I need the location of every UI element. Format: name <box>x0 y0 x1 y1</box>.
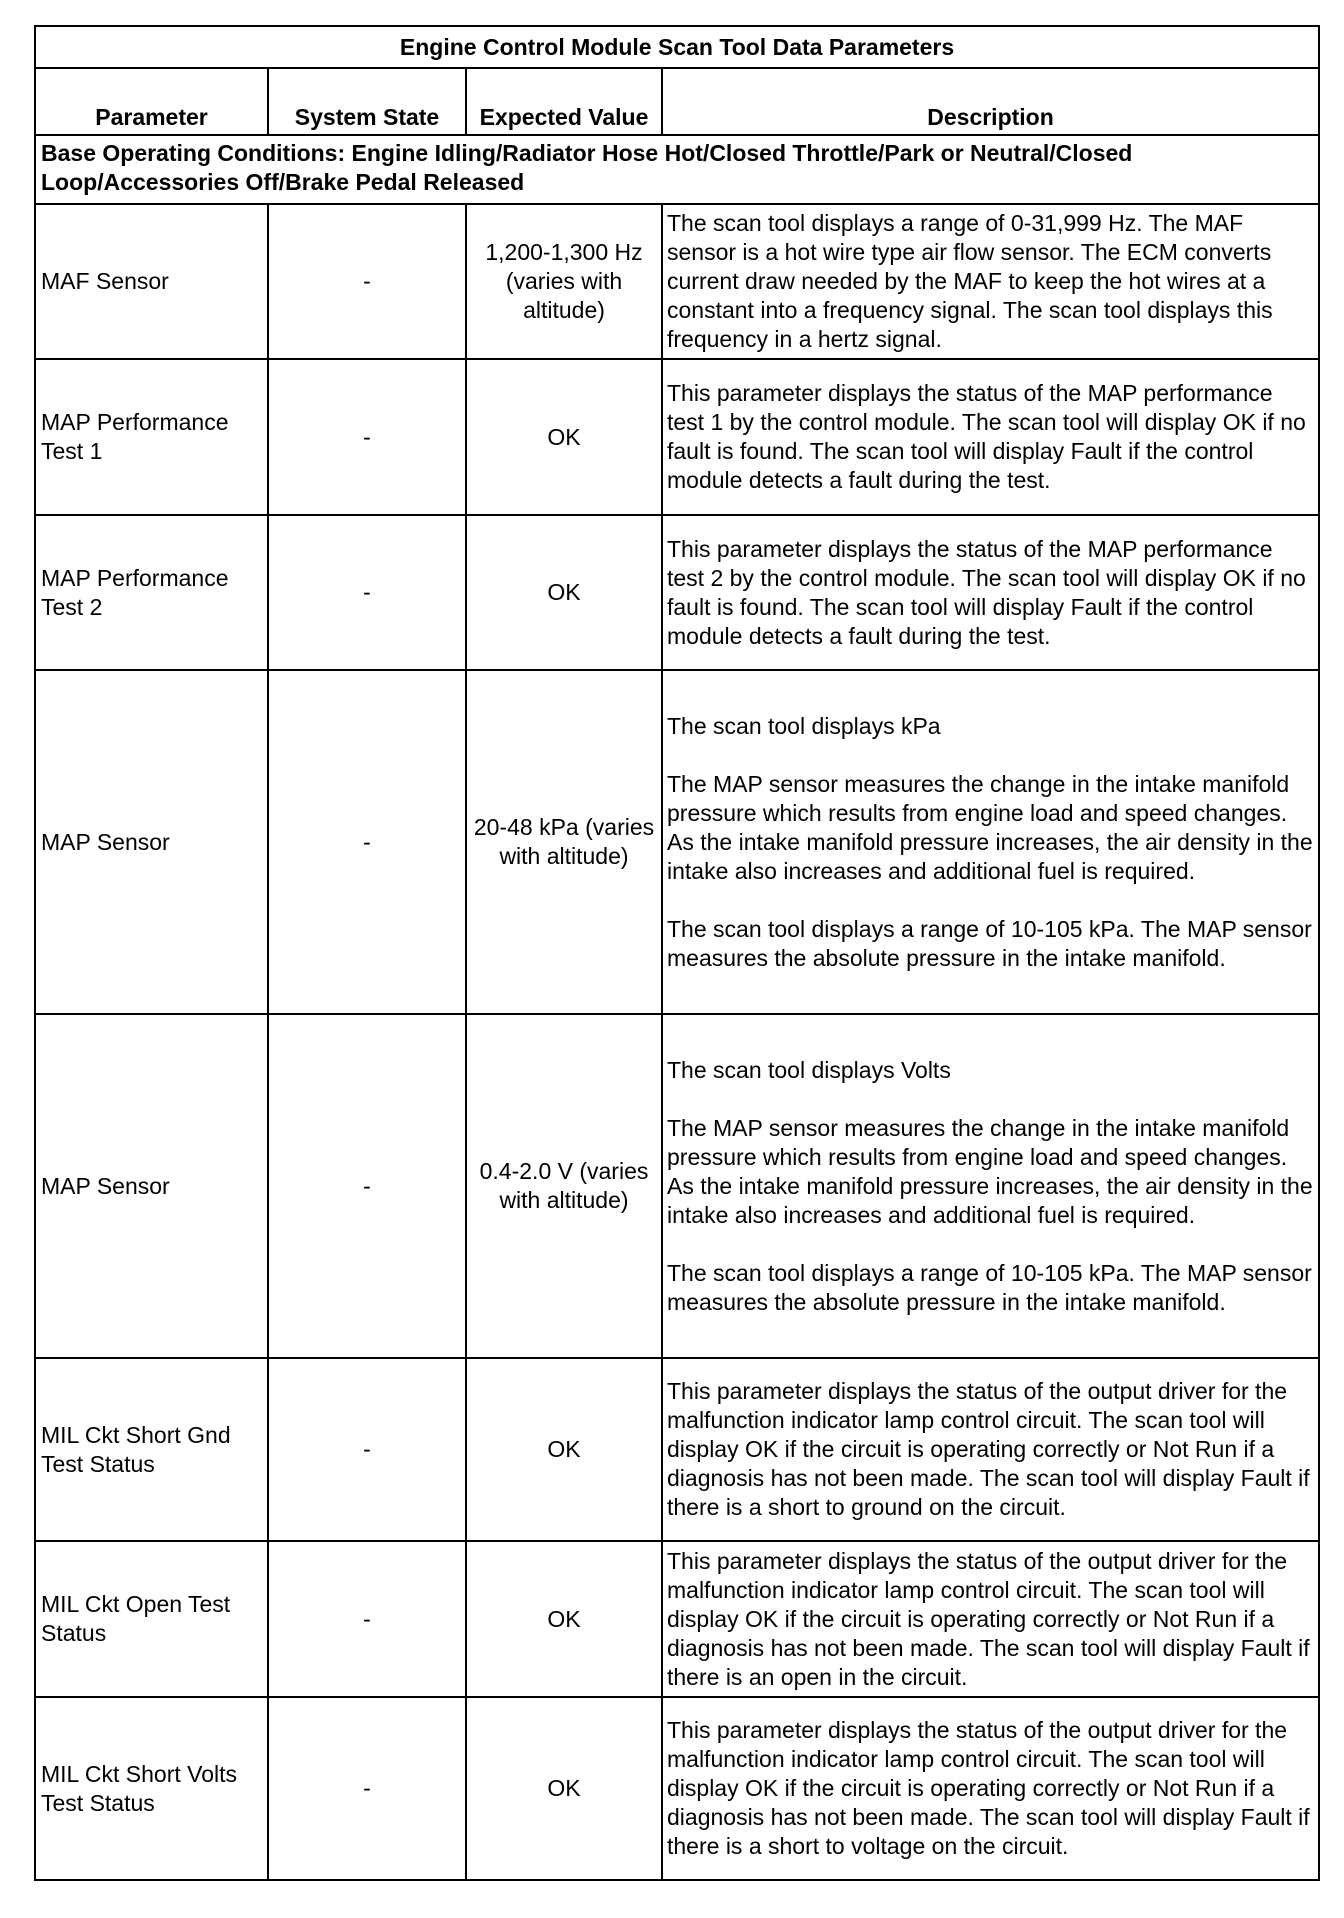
system-state-cell: - <box>268 204 466 359</box>
table-title: Engine Control Module Scan Tool Data Parameters <box>35 26 1319 68</box>
parameter-cell: MIL Ckt Open Test Status <box>35 1541 268 1697</box>
table-row <box>35 204 1319 359</box>
description-paragraph: The MAP sensor measures the change in the intake manifold pressure which results from engine load and speed changes. As the intake manifold pressure increases, the air density in the intake also increases and additional fuel is required. <box>667 770 1313 884</box>
description-paragraph: The scan tool displays a range of 10-105 kPa. The MAP sensor measures the absolute pressure in the intake manifold. <box>667 1259 1312 1315</box>
table-title-row <box>35 26 1319 68</box>
description-paragraph: This parameter displays the status of the output driver for the malfunction indicator lamp control circuit. The scan tool will display OK if the circuit is operating correctly or Not Run if a diagnosis has not been made. The scan tool will display Fault if there is an open in the circuit. <box>667 1547 1310 1690</box>
description-paragraph: This parameter displays the status of the MAP performance test 1 by the control module. The scan tool will display OK if no fault is found. The scan tool will display Fault if the control module detects a fault during the test. <box>667 380 1306 493</box>
expected-value-cell: OK <box>466 1358 662 1541</box>
table-row <box>35 1541 1319 1697</box>
scan-tool-data-table <box>34 25 1320 1881</box>
description-paragraph: The scan tool displays Volts <box>667 1056 951 1083</box>
system-state-cell: - <box>268 359 466 515</box>
description-paragraph: This parameter displays the status of the output driver for the malfunction indicator lamp control circuit. The scan tool will display OK if the circuit is operating correctly or Not Run if a diagnosis has not been made. The scan tool will display Fault if there is a short to ground on the circuit. <box>667 1378 1310 1520</box>
description-paragraph: This parameter displays the status of the output driver for the malfunction indicator lamp control circuit. The scan tool will display OK if the circuit is operating correctly or Not Run if a diagnosis has not been made. The scan tool will display Fault if there is a short to voltage on the circuit. <box>667 1717 1310 1859</box>
description-cell <box>662 1014 1319 1358</box>
description-cell <box>662 204 1319 359</box>
parameter-cell: MAF Sensor <box>35 204 268 359</box>
column-header-description: Description <box>662 68 1319 135</box>
table-row <box>35 670 1319 1014</box>
description-cell <box>662 359 1319 515</box>
description-cell <box>662 1541 1319 1697</box>
column-header-expected-value: Expected Value <box>466 68 662 135</box>
column-header-system-state: System State <box>268 68 466 135</box>
parameter-cell: MIL Ckt Short Gnd Test Status <box>35 1358 268 1541</box>
expected-value-cell: OK <box>466 1697 662 1880</box>
expected-value-cell: 1,200-1,300 Hz (varies with altitude) <box>466 204 662 359</box>
expected-value-cell: OK <box>466 1541 662 1697</box>
description-paragraph: The scan tool displays a range of 10-105 kPa. The MAP sensor measures the absolute pressure in the intake manifold. <box>667 915 1312 971</box>
description-paragraph: The scan tool displays a range of 0-31,999 Hz. The MAF sensor is a hot wire type air flow sensor. The ECM converts current draw needed by the MAF to keep the hot wires at a constant into a frequency signal. The scan tool displays this frequency in a hertz signal. <box>667 210 1273 352</box>
description-cell <box>662 1358 1319 1541</box>
system-state-cell: - <box>268 1697 466 1880</box>
system-state-cell: - <box>268 515 466 670</box>
table-row <box>35 1697 1319 1880</box>
system-state-cell: - <box>268 1541 466 1697</box>
expected-value-cell: 0.4-2.0 V (varies with altitude) <box>466 1014 662 1358</box>
table-row <box>35 1358 1319 1541</box>
description-paragraph: The scan tool displays kPa <box>667 712 941 739</box>
parameter-cell: MIL Ckt Short Volts Test Status <box>35 1697 268 1880</box>
table-row <box>35 1014 1319 1358</box>
system-state-cell: - <box>268 1358 466 1541</box>
parameter-cell: MAP Performance Test 1 <box>35 359 268 515</box>
parameter-cell: MAP Sensor <box>35 1014 268 1358</box>
parameter-cell: MAP Sensor <box>35 670 268 1014</box>
system-state-cell: - <box>268 1014 466 1358</box>
description-paragraph: The MAP sensor measures the change in the intake manifold pressure which results from engine load and speed changes. As the intake manifold pressure increases, the air density in the intake also increases and additional fuel is required. <box>667 1114 1313 1228</box>
table-row <box>35 359 1319 515</box>
table-body <box>35 204 1319 1880</box>
description-cell <box>662 670 1319 1014</box>
description-cell <box>662 1697 1319 1880</box>
system-state-cell: - <box>268 670 466 1014</box>
description-paragraph: This parameter displays the status of the MAP performance test 2 by the control module. The scan tool will display OK if no fault is found. The scan tool will display Fault if the control module detects a fault during the test. <box>667 535 1306 649</box>
expected-value-cell: OK <box>466 359 662 515</box>
column-header-parameter: Parameter <box>35 68 268 135</box>
table-row <box>35 515 1319 670</box>
expected-value-cell: 20-48 kPa (varies with altitude) <box>466 670 662 1014</box>
base-conditions-row <box>35 135 1319 204</box>
parameter-cell: MAP Performance Test 2 <box>35 515 268 670</box>
base-operating-conditions: Base Operating Conditions: Engine Idling/Radiator Hose Hot/Closed Throttle/Park or Neutral/Closed Loop/Accessories Off/Brake Pedal Released <box>35 135 1319 204</box>
expected-value-cell: OK <box>466 515 662 670</box>
table-header-row <box>35 68 1319 135</box>
description-cell <box>662 515 1319 670</box>
